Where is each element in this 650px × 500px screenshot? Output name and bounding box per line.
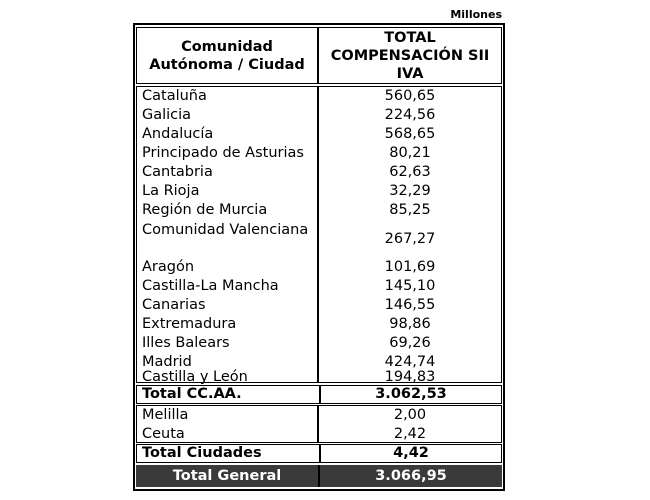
region-value: 424,74 (384, 354, 436, 370)
region-value: 98,86 (389, 316, 431, 332)
region-name: Región de Murcia (142, 202, 268, 218)
region-name: Galicia (142, 107, 192, 123)
region-name: Illes Balears (142, 335, 230, 351)
region-name: La Rioja (142, 183, 200, 199)
total-ccaa-row (136, 385, 502, 404)
region-value: 101,69 (384, 259, 436, 275)
table-row (137, 370, 501, 384)
city-value: 2,00 (393, 407, 427, 423)
total-cities-row (136, 444, 502, 463)
table-row (137, 163, 501, 182)
table-row (137, 220, 501, 258)
table-row (137, 277, 501, 296)
region-value: 85,25 (389, 202, 431, 218)
region-name: Madrid (142, 354, 192, 370)
table-row (137, 106, 501, 125)
header-total: TOTAL COMPENSACIÓN SII IVA (330, 29, 490, 82)
total-general-value: 3.066,95 (318, 465, 502, 487)
total-cities-value: 4,42 (319, 445, 501, 462)
regions-body (136, 86, 502, 383)
table-row (137, 315, 501, 334)
region-name: Comunidad Valenciana (142, 222, 309, 238)
region-name: Cataluña (142, 88, 207, 104)
region-value: 62,63 (389, 164, 431, 180)
total-general-row (136, 465, 502, 487)
region-name: Canarias (142, 297, 206, 313)
region-value: 80,21 (389, 145, 431, 161)
unit-label: Millones (450, 8, 502, 21)
header-region: Comunidad Autónoma / Ciudad (137, 28, 319, 83)
region-value: 568,65 (384, 126, 436, 142)
region-name: Principado de Asturias (142, 145, 304, 161)
city-name: Melilla (142, 407, 189, 423)
total-ccaa-value: 3.062,53 (319, 386, 501, 403)
total-general-label: Total General (172, 468, 282, 484)
region-value: 145,10 (384, 278, 436, 294)
city-value: 2,42 (393, 426, 427, 442)
region-name: Extremadura (142, 316, 237, 332)
table-row (137, 406, 501, 425)
table-row (137, 87, 501, 106)
region-value: 32,29 (389, 183, 431, 199)
table-row (137, 258, 501, 277)
table-row (137, 144, 501, 163)
region-value: 146,55 (384, 297, 436, 313)
table-row (137, 296, 501, 315)
region-value: 69,26 (389, 335, 431, 351)
table-header (136, 27, 502, 84)
region-value: 560,65 (384, 88, 436, 104)
city-name: Ceuta (142, 426, 185, 442)
region-name: Aragón (142, 259, 195, 275)
total-cities-label: Total Ciudades (142, 445, 262, 461)
region-value: 267,27 (384, 231, 436, 247)
region-name: Castilla y León (142, 369, 248, 385)
region-name: Cantabria (142, 164, 213, 180)
total-ccaa-label: Total CC.AA. (142, 386, 242, 402)
cities-body (136, 405, 502, 443)
region-value: 224,56 (384, 107, 436, 123)
table-row (137, 201, 501, 220)
table-row (137, 425, 501, 444)
table-row (137, 182, 501, 201)
region-value: 194,83 (384, 369, 436, 385)
region-name: Andalucía (142, 126, 214, 142)
table-row (137, 125, 501, 144)
region-name: Castilla-La Mancha (142, 278, 279, 294)
table-row (137, 334, 501, 353)
